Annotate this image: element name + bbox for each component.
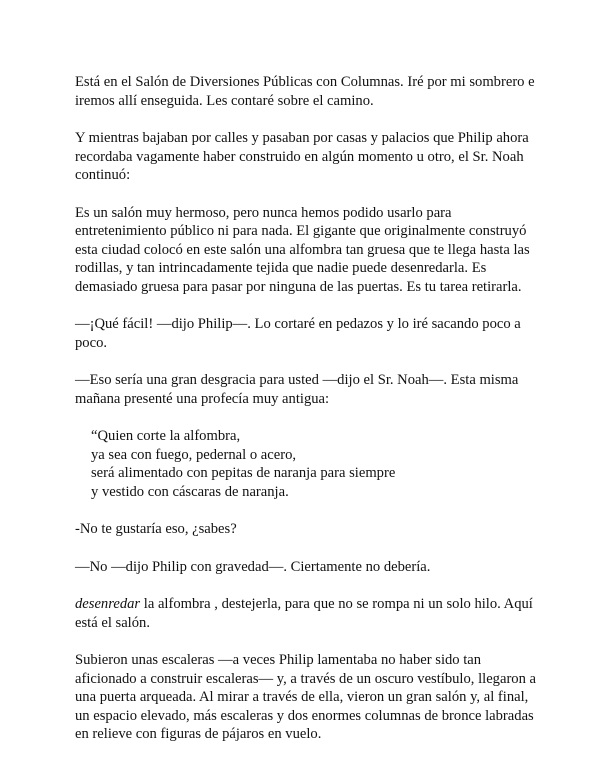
paragraph-9: Subieron unas escaleras —a veces Philip lamentaba no haber sido tan aficionado a construir escaleras— y, a través de un oscuro vestíbulo, llegaron a una puerta arqueada. Al mirar a través de ella, vieron un gran salón y, al final, un espacio elevado, más escaleras y dos enormes columnas de bronce labradas en relieve con figuras de pájaros en vuelo. [75, 652, 537, 742]
paragraph-3: Es un salón muy hermoso, pero nunca hemos podido usarlo para entretenimiento público ni para nada. El gigante que originalmente construyó esta ciudad colocó en este salón una alfombra tan gruesa que te llega hasta las rodillas, y tan intrincadamente tejida que nadie puede desenredarla. Es demasiado gruesa para pasar por ninguna de las puertas. Es tu tarea retirarla. [75, 204, 530, 295]
paragraph-8 [75, 595, 545, 632]
paragraph-4: —¡Qué fácil! —dijo Philip—. Lo cortaré en pedazos y lo iré sacando poco a poco. [75, 316, 521, 351]
document-page [75, 73, 545, 763]
paragraph-2: Y mientras bajaban por calles y pasaban por casas y palacios que Philip ahora recordaba vagamente haber construido en algún momento u otro, el Sr. Noah continuó: [75, 130, 529, 183]
verse-line: ya sea con fuego, pedernal o acero, [91, 446, 297, 463]
verse-line: “Quien corte la alfombra, [91, 428, 241, 444]
verse-line: será alimentado con pepitas de naranja para siempre [91, 465, 396, 481]
paragraph-8-text: la alfombra , destejerla, para que no se rompa ni un solo hilo. Aquí está el salón. [75, 596, 533, 631]
paragraph-7: —No —dijo Philip con gravedad—. Ciertamente no debería. [75, 558, 431, 575]
paragraph-1: Está en el Salón de Diversiones Públicas con Columnas. Iré por mi sombrero e iremos allí enseguida. Les contaré sobre el camino. [75, 74, 535, 109]
italic-term: desenredar [75, 596, 141, 612]
verse-line: y vestido con cáscaras de naranja. [91, 483, 289, 500]
paragraph-6: -No te gustaría eso, ¿sabes? [75, 521, 237, 537]
prophecy-verse [75, 427, 545, 501]
paragraph-5: —Eso sería una gran desgracia para usted —dijo el Sr. Noah—. Esta misma mañana presenté una profecía muy antigua: [75, 372, 519, 407]
